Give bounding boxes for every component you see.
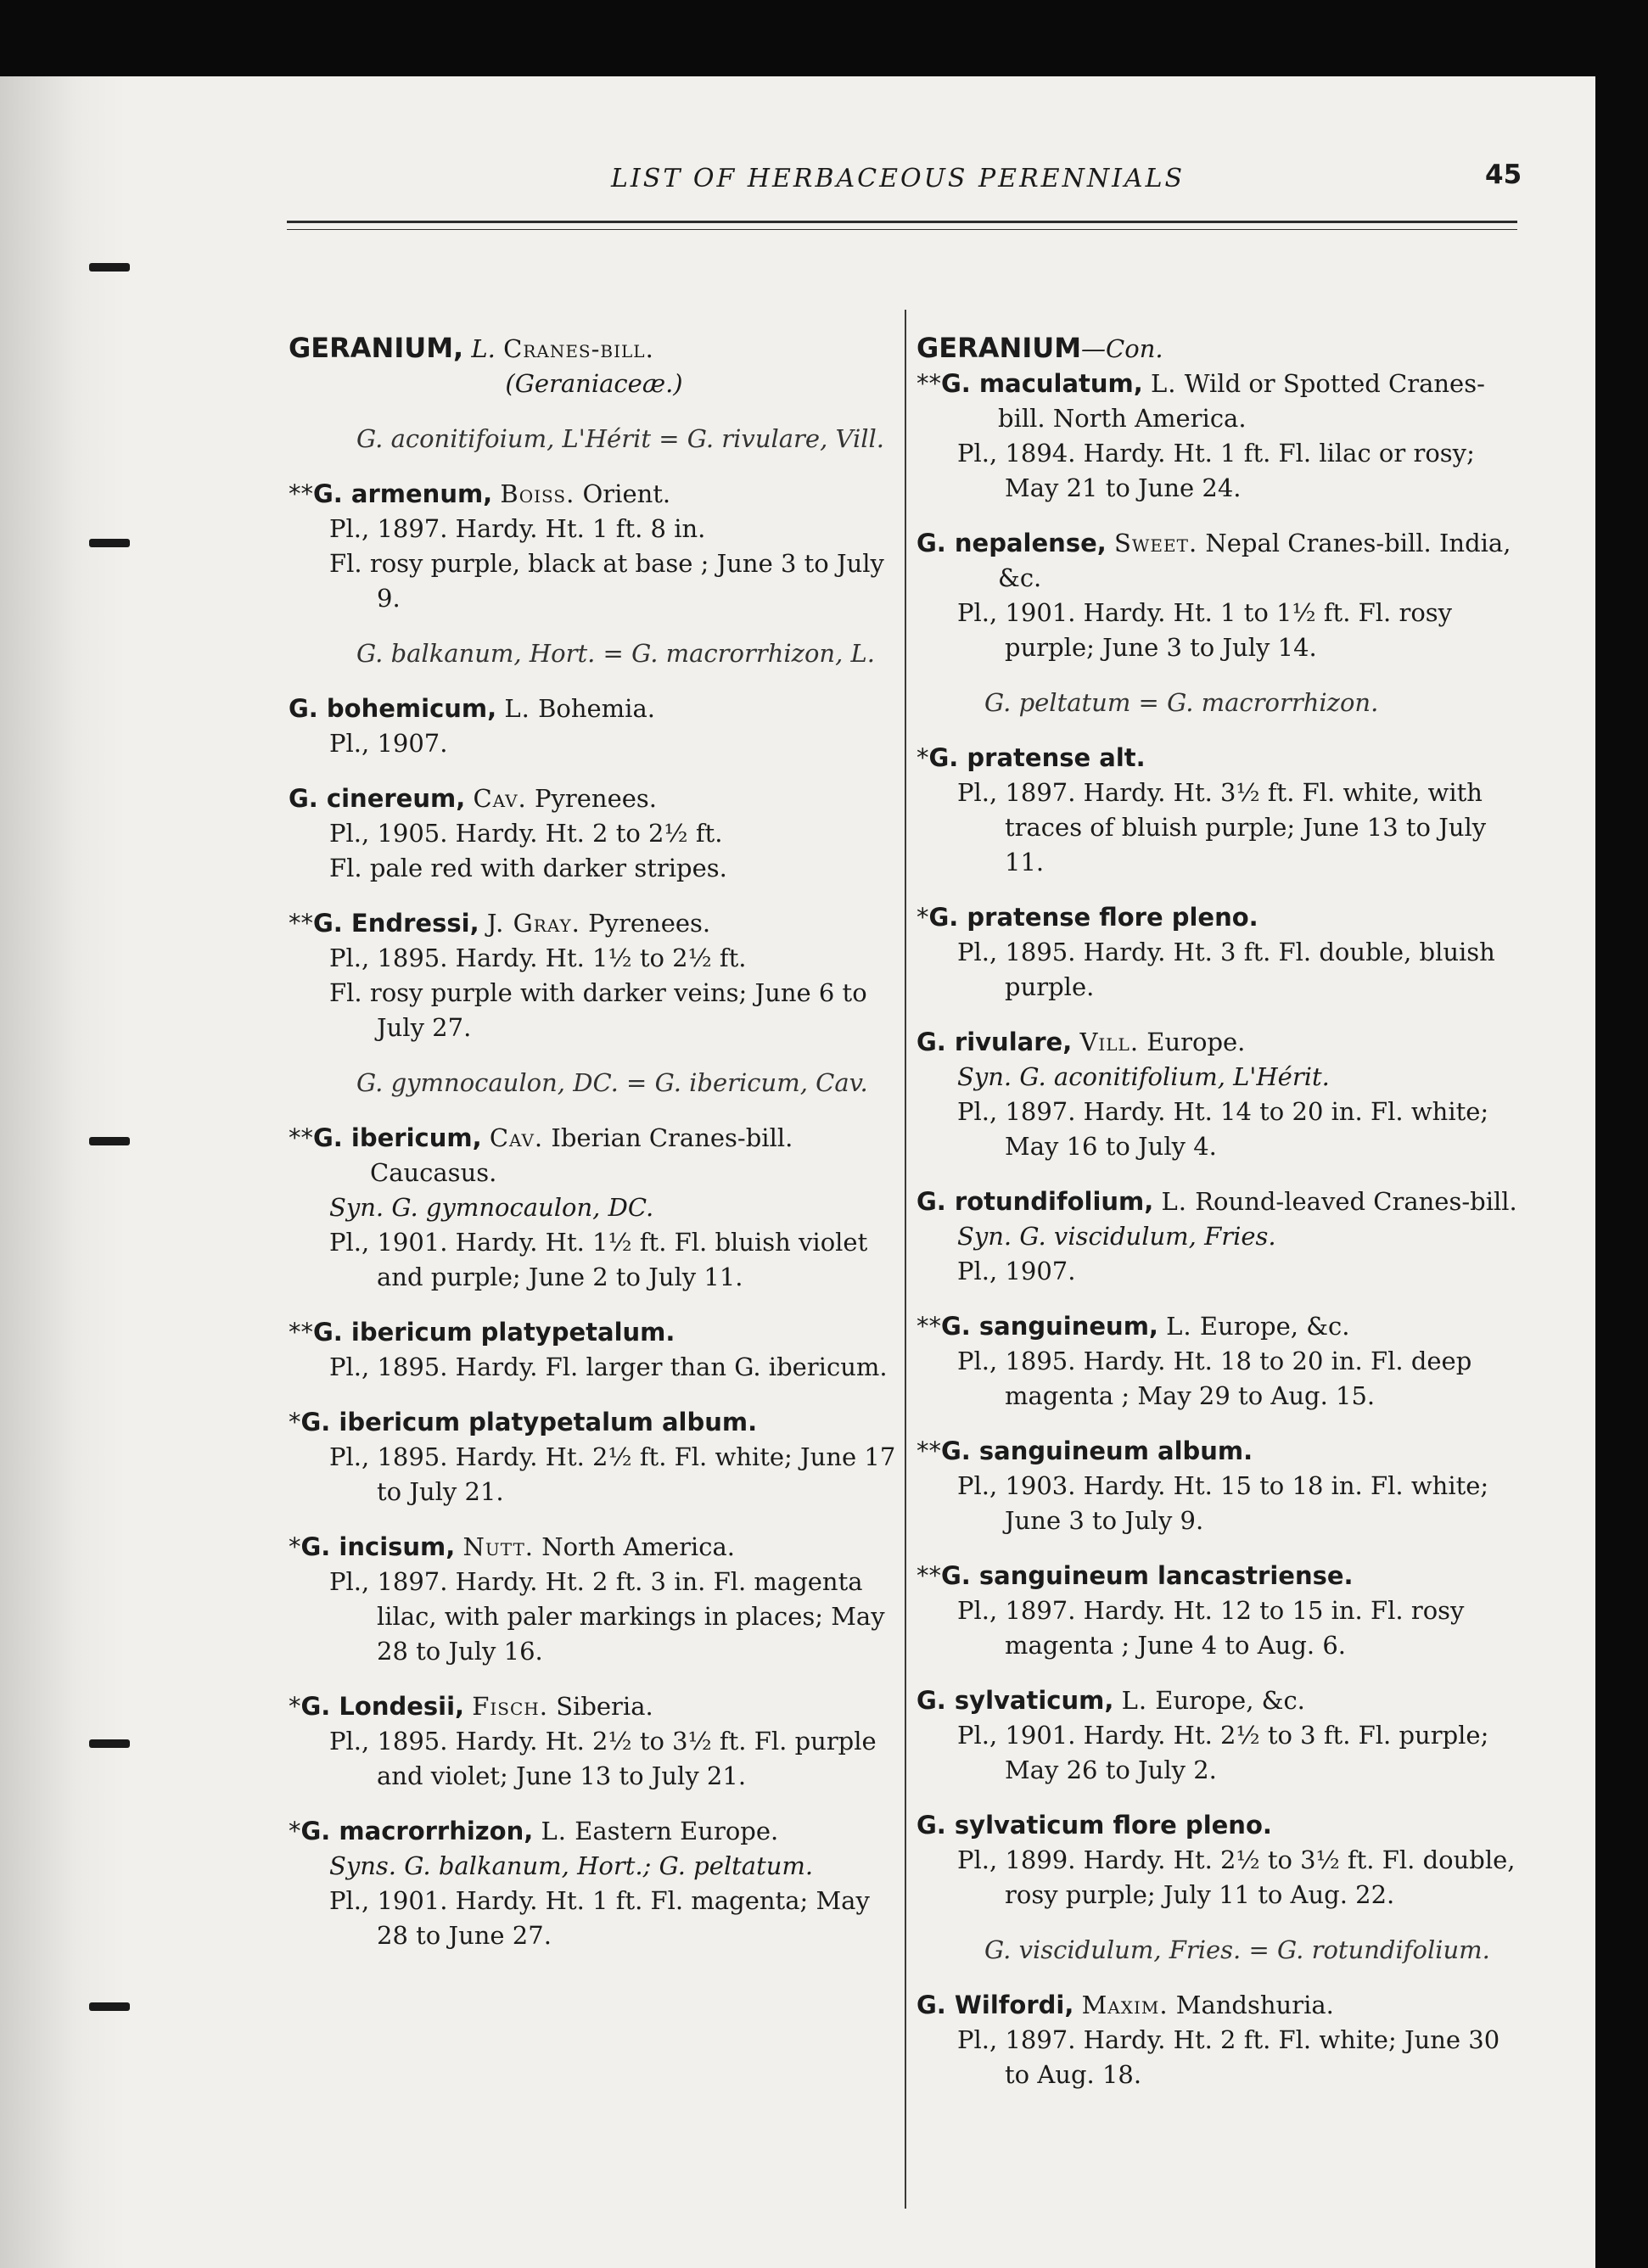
species-name: G. incisum, xyxy=(300,1532,456,1561)
species-heading xyxy=(289,1689,900,1724)
planting-details: Pl., 1897. Hardy. Ht. 2 ft. Fl. white; June 30 to Aug. 18. xyxy=(957,2025,1500,2089)
left-entry-list xyxy=(289,367,900,1953)
species-author: L. xyxy=(1121,1686,1148,1715)
margin-mark xyxy=(89,1137,130,1145)
entry-gap xyxy=(289,616,900,636)
species-name: G. nepalense, xyxy=(916,529,1107,557)
species-entry xyxy=(289,906,900,1045)
species-heading xyxy=(916,1683,1527,1718)
planting-details: Pl., 1905. Hardy. Ht. 2 to 2½ ft. xyxy=(329,819,723,848)
entry-gap xyxy=(916,1663,1527,1683)
synonym: Syn. G. aconitifolium, L'Hérit. xyxy=(957,1062,1330,1091)
species-author: L. xyxy=(1166,1312,1192,1341)
genus-name: GERANIUM, xyxy=(289,332,464,364)
species-entry xyxy=(289,1814,900,1953)
species-origin: Mandshuria. xyxy=(1175,1991,1334,2019)
entry-gap xyxy=(289,671,900,692)
species-heading xyxy=(289,692,900,726)
column-divider xyxy=(905,310,906,2209)
entry-gap xyxy=(289,1509,900,1530)
entry-gap xyxy=(916,1968,1527,1988)
common-name: Cranes-bill. xyxy=(503,334,654,363)
page-number: 45 xyxy=(1485,160,1522,190)
species-origin: Iberian Cranes-bill. Caucasus. xyxy=(370,1123,793,1187)
species-entry xyxy=(916,367,1527,506)
planting-details: Pl., 1897. Hardy. Ht. 1 ft. 8 in. xyxy=(329,514,706,543)
species-entry xyxy=(916,526,1527,665)
hardiness-marks: ** xyxy=(289,1318,313,1347)
species-name: G. rivulare, xyxy=(916,1028,1073,1056)
species-heading xyxy=(289,1814,900,1849)
species-entry xyxy=(289,1689,900,1794)
species-heading xyxy=(289,1315,900,1350)
planting-details: Pl., 1897. Hardy. Ht. 12 to 15 in. Fl. rosy magenta ; June 4 to Aug. 6. xyxy=(957,1596,1465,1660)
species-name: G. pratense flore pleno. xyxy=(928,903,1258,932)
species-author: J. Gray. xyxy=(486,909,580,938)
genus-heading-continued xyxy=(916,331,1527,367)
species-name: G. maculatum, xyxy=(941,369,1143,398)
species-origin: Europe, &c. xyxy=(1155,1686,1305,1715)
species-name: G. macrorrhizon, xyxy=(300,1817,534,1845)
header-rule xyxy=(287,221,1517,223)
genus-continued: —Con. xyxy=(1081,334,1163,363)
species-entry xyxy=(289,692,900,761)
margin-mark xyxy=(89,1739,130,1748)
species-author: Maxim. xyxy=(1081,1991,1169,2019)
family-name: (Geraniaceæ.) xyxy=(505,369,683,398)
hardiness-marks: ** xyxy=(289,479,313,508)
book-page xyxy=(0,76,1595,2268)
species-entry xyxy=(289,1121,900,1295)
entry-gap xyxy=(289,1385,900,1405)
margin-mark xyxy=(89,539,130,547)
left-column xyxy=(289,331,900,1953)
margin-mark xyxy=(89,2002,130,2011)
species-heading xyxy=(289,1530,900,1565)
synonym: Syn. G. gymnocaulon, DC. xyxy=(329,1193,654,1222)
genus-author: L. xyxy=(471,334,496,363)
hardiness-marks: * xyxy=(916,903,929,932)
species-author: Fisch. xyxy=(472,1692,548,1721)
species-entry xyxy=(916,1184,1527,1289)
hardiness-marks: ** xyxy=(289,909,313,938)
species-entry xyxy=(916,1808,1527,1912)
species-entry xyxy=(289,1405,900,1509)
entry-gap xyxy=(916,720,1527,741)
species-origin: Orient. xyxy=(582,479,671,508)
species-origin: Pyrenees. xyxy=(588,909,711,938)
hardiness-marks: * xyxy=(289,1817,301,1845)
entry-gap xyxy=(289,1669,900,1689)
species-origin: North America. xyxy=(541,1532,735,1561)
species-entry xyxy=(916,900,1527,1005)
planting-details: Pl., 1897. Hardy. Ht. 3½ ft. Fl. white, with traces of bluish purple; June 13 to July 11. xyxy=(957,778,1487,876)
planting-details: Pl., 1895. Hardy. Ht. 1½ to 2½ ft. xyxy=(329,944,747,972)
right-entry-list xyxy=(916,367,1527,2092)
species-author: Cav. xyxy=(473,784,527,813)
entry-gap xyxy=(916,1912,1527,1933)
species-name: G. sylvaticum flore pleno. xyxy=(916,1811,1272,1840)
species-entry xyxy=(916,1309,1527,1414)
species-heading xyxy=(289,1405,900,1440)
species-name: G. sanguineum, xyxy=(941,1312,1158,1341)
species-origin: Round-leaved Cranes-bill. xyxy=(1195,1187,1517,1216)
hardiness-marks: * xyxy=(289,1408,301,1436)
species-author: L. xyxy=(1151,369,1177,398)
species-heading xyxy=(916,1434,1527,1469)
entry-gap xyxy=(916,1788,1527,1808)
entry-gap xyxy=(916,1164,1527,1184)
species-name: G. armenum, xyxy=(313,479,493,508)
margin-mark xyxy=(89,263,130,272)
species-name: G. sanguineum album. xyxy=(941,1436,1253,1465)
entry-gap xyxy=(916,1538,1527,1559)
entry-gap xyxy=(289,886,900,906)
planting-details: Pl., 1895. Hardy. Ht. 3 ft. Fl. double, bluish purple. xyxy=(957,938,1495,1001)
planting-details: Pl., 1895. Hardy. Ht. 18 to 20 in. Fl. deep magenta ; May 29 to Aug. 15. xyxy=(957,1347,1472,1410)
entry-gap xyxy=(289,456,900,477)
entry-gap xyxy=(916,506,1527,526)
species-heading xyxy=(916,1559,1527,1593)
cross-reference: G. viscidulum, Fries. = G. rotundifolium. xyxy=(984,1935,1490,1964)
hardiness-marks: * xyxy=(916,743,929,772)
species-origin: Nepal Cranes-bill. India, &c. xyxy=(998,529,1511,592)
species-heading xyxy=(289,781,900,816)
synonym: Syn. G. viscidulum, Fries. xyxy=(957,1222,1276,1251)
species-heading xyxy=(916,741,1527,776)
planting-details: Pl., 1901. Hardy. Ht. 1 ft. Fl. magenta; May 28 to June 27. xyxy=(329,1886,870,1950)
planting-details: Pl., 1894. Hardy. Ht. 1 ft. Fl. lilac or rosy; May 21 to June 24. xyxy=(957,439,1475,502)
entry-gap xyxy=(289,1295,900,1315)
page-gutter-shadow xyxy=(0,76,127,2268)
species-origin: Europe. xyxy=(1146,1028,1246,1056)
species-origin: Bohemia. xyxy=(538,694,655,723)
species-heading xyxy=(916,1309,1527,1344)
species-heading xyxy=(916,900,1527,935)
species-name: G. ibericum platypetalum. xyxy=(313,1318,675,1347)
running-head: LIST OF HERBACEOUS PERENNIALS xyxy=(611,164,1186,193)
entry-gap xyxy=(916,1289,1527,1309)
species-name: G. cinereum, xyxy=(289,784,466,813)
species-entry xyxy=(916,1434,1527,1538)
hardiness-marks: * xyxy=(289,1532,301,1561)
cross-reference: G. balkanum, Hort. = G. macrorrhizon, L. xyxy=(356,639,875,668)
species-heading xyxy=(916,1184,1527,1219)
planting-details: Pl., 1903. Hardy. Ht. 15 to 18 in. Fl. white; June 3 to July 9. xyxy=(957,1471,1489,1535)
planting-details: Pl., 1901. Hardy. Ht. 2½ to 3 ft. Fl. purple; May 26 to July 2. xyxy=(957,1721,1489,1784)
species-origin: Eastern Europe. xyxy=(575,1817,779,1845)
entry-gap xyxy=(289,1045,900,1066)
planting-details: Fl. rosy purple, black at base ; June 3 to July 9. xyxy=(329,549,884,613)
planting-details: Pl., 1897. Hardy. Ht. 2 ft. 3 in. Fl. magenta lilac, with paler markings in places; May 28 to July 16. xyxy=(329,1567,885,1666)
planting-details: Pl., 1899. Hardy. Ht. 2½ to 3½ ft. Fl. double, rosy purple; July 11 to Aug. 22. xyxy=(957,1845,1516,1909)
species-author: Boiss. xyxy=(500,479,575,508)
entry-gap xyxy=(916,1005,1527,1025)
header-rule-thin xyxy=(287,229,1517,230)
planting-details: Pl., 1901. Hardy. Ht. 1½ ft. Fl. bluish violet and purple; June 2 to July 11. xyxy=(329,1228,868,1291)
species-heading xyxy=(916,1025,1527,1060)
genus-name: GERANIUM xyxy=(916,332,1082,364)
right-column xyxy=(916,331,1527,2092)
species-entry xyxy=(289,1315,900,1385)
species-name: G. Londesii, xyxy=(300,1692,465,1721)
cross-reference: G. gymnocaulon, DC. = G. ibericum, Cav. xyxy=(356,1068,868,1097)
planting-details: Fl. pale red with darker stripes. xyxy=(329,854,727,882)
species-entry xyxy=(289,781,900,886)
genus-heading xyxy=(289,331,900,367)
species-heading xyxy=(916,1988,1527,2023)
planting-details: Fl. rosy purple with darker veins; June 6 to July 27. xyxy=(329,978,867,1042)
species-origin: Europe, &c. xyxy=(1199,1312,1350,1341)
entry-gap xyxy=(289,761,900,781)
planting-details: Pl., 1897. Hardy. Ht. 14 to 20 in. Fl. white; May 16 to July 4. xyxy=(957,1097,1489,1161)
planting-details: Pl., 1901. Hardy. Ht. 1 to 1½ ft. Fl. rosy purple; June 3 to July 14. xyxy=(957,598,1453,662)
species-name: G. ibericum, xyxy=(313,1123,482,1152)
entry-gap xyxy=(289,1100,900,1121)
hardiness-marks: ** xyxy=(916,1561,941,1590)
planting-details: Pl., 1895. Hardy. Ht. 2½ to 3½ ft. Fl. purple and violet; June 13 to July 21. xyxy=(329,1727,877,1790)
species-entry xyxy=(916,1025,1527,1164)
cross-reference: G. aconitifoium, L'Hérit = G. rivulare, Vill. xyxy=(356,424,884,453)
entry-gap xyxy=(916,880,1527,900)
species-author: L. xyxy=(504,694,530,723)
species-heading xyxy=(916,526,1527,596)
species-name: G. ibericum platypetalum album. xyxy=(300,1408,758,1436)
species-name: G. pratense alt. xyxy=(928,743,1146,772)
hardiness-marks: ** xyxy=(289,1123,313,1152)
species-origin: Wild or Spotted Cranes-bill. North America. xyxy=(998,369,1485,433)
planting-details: Pl., 1895. Hardy. Ht. 2½ ft. Fl. white; June 17 to July 21. xyxy=(329,1442,896,1506)
species-author: Sweet. xyxy=(1113,529,1198,557)
species-heading xyxy=(916,1808,1527,1843)
species-name: G. bohemicum, xyxy=(289,694,497,723)
species-name: G. sanguineum lancastriense. xyxy=(941,1561,1354,1590)
hardiness-marks: ** xyxy=(916,1312,941,1341)
species-author: Vill. xyxy=(1079,1028,1140,1056)
hardiness-marks: ** xyxy=(916,1436,941,1465)
species-entry xyxy=(916,1559,1527,1663)
species-origin: Siberia. xyxy=(556,1692,653,1721)
species-entry xyxy=(916,741,1527,880)
species-heading xyxy=(289,906,900,941)
species-origin: Pyrenees. xyxy=(534,784,657,813)
planting-details: Pl., 1895. Hardy. Fl. larger than G. ibericum. xyxy=(329,1352,888,1381)
species-name: G. sylvaticum, xyxy=(916,1686,1114,1715)
species-entry xyxy=(916,1988,1527,2092)
species-heading xyxy=(289,477,900,512)
species-name: G. Wilfordi, xyxy=(916,1991,1074,2019)
species-heading xyxy=(916,367,1527,436)
species-name: G. Endressi, xyxy=(313,909,479,938)
planting-details: Pl., 1907. xyxy=(957,1257,1076,1285)
species-author: L. xyxy=(541,1817,567,1845)
entry-gap xyxy=(289,1794,900,1814)
species-heading xyxy=(289,1121,900,1190)
species-author: Cav. xyxy=(489,1123,544,1152)
synonym: Syns. G. balkanum, Hort.; G. peltatum. xyxy=(329,1851,814,1880)
hardiness-marks: * xyxy=(289,1692,301,1721)
entry-gap xyxy=(916,1414,1527,1434)
species-name: G. rotundifolium, xyxy=(916,1187,1154,1216)
planting-details: Pl., 1907. xyxy=(329,729,448,758)
species-entry xyxy=(289,477,900,616)
hardiness-marks: ** xyxy=(916,369,941,398)
species-entry xyxy=(916,1683,1527,1788)
cross-reference: G. peltatum = G. macrorrhizon. xyxy=(984,688,1379,717)
entry-gap xyxy=(289,401,900,422)
species-author: Nutt. xyxy=(462,1532,534,1561)
entry-gap xyxy=(916,665,1527,686)
species-author: L. xyxy=(1161,1187,1187,1216)
species-entry xyxy=(289,1530,900,1669)
